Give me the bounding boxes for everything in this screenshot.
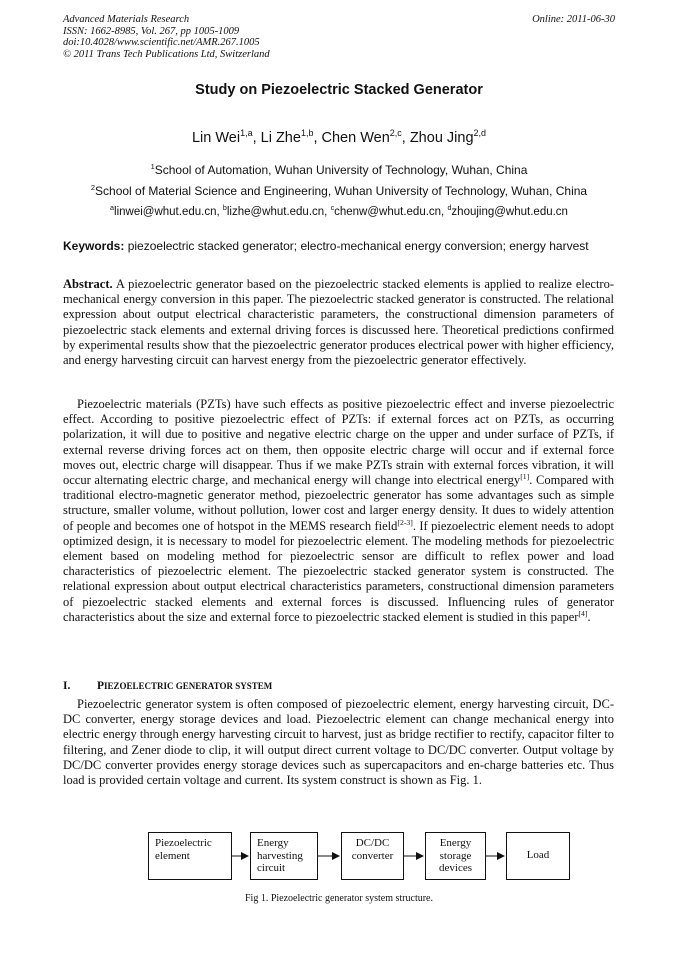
email-mark: b [222,204,227,213]
email-address[interactable]: chenw@whut.edu.cn, [334,206,448,218]
section-title-initial: P [97,680,105,692]
email-mark: d [447,204,452,213]
block-dc-dc-converter [341,832,404,880]
issn-line: ISSN: 1662-8985, Vol. 267, pp 1005-1009 [63,25,240,37]
block-label: Load [526,849,550,861]
block-label: circuit [257,862,286,874]
intro-text-1: Piezoelectric materials (PZTs) have such effects as positive piezoelectric effect and inverse piezoelectric effect. According to positive piezoelectric effect of PZTs: if external forces act on PZTs, as occurring polarization, it will due to positive and negative electric charge on the upper and under surface of PZTs, if external reverse driving forces act on them, then opposite electric charge will occur and if external force moves out, electric charge will disappear. Thus if we make PZTs strain with external forces vibration, it will occur alternating electric charge, and mechanical energy will change into electrical energy [63,397,614,488]
author-name: Zhou Jing [409,130,474,146]
author-affiliation-mark: 2,c [389,128,402,139]
email-address[interactable]: zhoujing@whut.edu.cn [451,206,568,218]
online-date: Online: 2011-06-30 [532,14,615,25]
author-affiliation-mark: 2,d [473,128,487,139]
citation-ref[interactable]: [4] [578,608,588,618]
doi-line: doi:10.4028/www.scientific.net/AMR.267.1005 [63,37,260,48]
block-energy-harvesting-circuit [250,832,318,880]
block-label: Energy [257,837,289,849]
keywords-label: Keywords: [63,239,125,253]
email-address[interactable]: linwei@whut.edu.cn, [114,206,223,218]
block-label: devices [439,862,472,874]
journal-name: Advanced Materials Research [63,14,190,25]
email-mark: a [110,204,115,213]
section-body-text: Piezoelectric generator system is often composed of piezoelectric element, energy harvesting circuit, DC-DC converter, energy storage devices and load. Piezoelectric element can change mechanical energy into electric energy through energy harvesting circuit to harvest, just as bridge rectifier to rectify, capacitor filter to filtering, and Zener diode to clip, it will output direct current voltage to DC/DC converter. Output voltage by DC/DC converter provides energy storage devices such as supercapacitors and en-charge batteries etc. Thus load is provided certain voltage and current. Its system construct is shown as Fig. 1. [63,697,614,788]
keywords-text: piezoelectric stacked generator; electro-mechanical energy conversion; energy harvest [127,239,589,253]
section-title-rest: IEZOELECTRIC GENERATOR SYSTEM [104,681,273,691]
author-name: Li Zhe [260,130,301,146]
author-name: Lin Wei [191,130,241,146]
block-label: harvesting [257,849,303,862]
affiliation-text: School of Automation, Wuhan University of Technology, Wuhan, China [154,163,528,177]
author-affiliation-mark: 1,b [300,128,314,139]
figure-caption: Fig 1. Piezoelectric generator system structure. [245,893,433,904]
affiliation-mark: 2 [90,183,96,192]
block-label: DC/DC [355,837,390,849]
author-separator: , [401,130,410,146]
affiliation-text: School of Material Science and Engineering, Wuhan University of Technology, Wuhan, China [95,184,588,198]
affiliation-mark: 1 [150,162,155,171]
block-label: Piezoelectric [155,837,212,849]
abstract-text: A piezoelectric generator based on the piezoelectric stacked elements is applied to realize electro- mechanical energy conversion in this paper. The piezoelectric stacked generator is constructed. The relational expression about output electrical characteristic parameters, the constructional dimension parameters of piezoelectric stack elements and external driving forces is discussed here. Theoretical predictions confirmed by experimental results show that the piezoelectric generator produces electrical power with higher efficiency, and energy harvesting circuit can harvest energy from the piezoelectric generator effectively. [63,277,614,368]
abstract-label: Abstract. [63,277,113,291]
block-label: storage [439,849,472,862]
section-number: I. [63,680,71,692]
author-name: Chen Wen [321,130,390,146]
block-label: Energy [439,837,472,849]
block-label: element [155,849,190,862]
intro-text-2: . Compared with traditional electro-magnetic generator method, piezoelectric generator has some advantages such as simple structure, smaller volume, without pollution, lower cost and larger energy density. It dues to widely attention of people and becomes one of hotspot in the MEMS research field [63,473,614,533]
email-mark: c [330,204,335,213]
author-separator: , [313,130,322,146]
block-energy-storage-devices [425,832,486,880]
email-address[interactable]: lizhe@whut.edu.cn, [226,206,331,218]
citation-ref[interactable]: [1] [520,471,530,481]
copyright-line: © 2011 Trans Tech Publications Ltd, Switzerland [63,48,270,60]
author-separator: , [252,130,261,146]
paper-title: Study on Piezoelectric Stacked Generator [195,82,483,98]
intro-text-4: . [587,609,591,624]
block-load [506,832,570,880]
author-affiliation-mark: 1,a [240,128,253,139]
intro-text-3: . If piezoelectric element needs to adopt optimized design, it is necessary to model for piezoelectric element. The modeling methods for piezoelectric element based on modeling method for piezoelectric sensor are difficult to reflex power and load characteristics of piezoelectric element. The piezoelectric stacked generator system is constructed. The relational expression about output electrical characteristics parameters, constructional dimension parameters of piezoelectric stacked elements and external forces is discussed. Influencing rules of generator characteristics about the size and external force to piezoelectric stacked element is studied in this paper [63,518,614,624]
citation-ref[interactable]: [2-3] [397,517,413,527]
block-label: converter [351,849,394,862]
block-piezoelectric-element [148,832,232,880]
